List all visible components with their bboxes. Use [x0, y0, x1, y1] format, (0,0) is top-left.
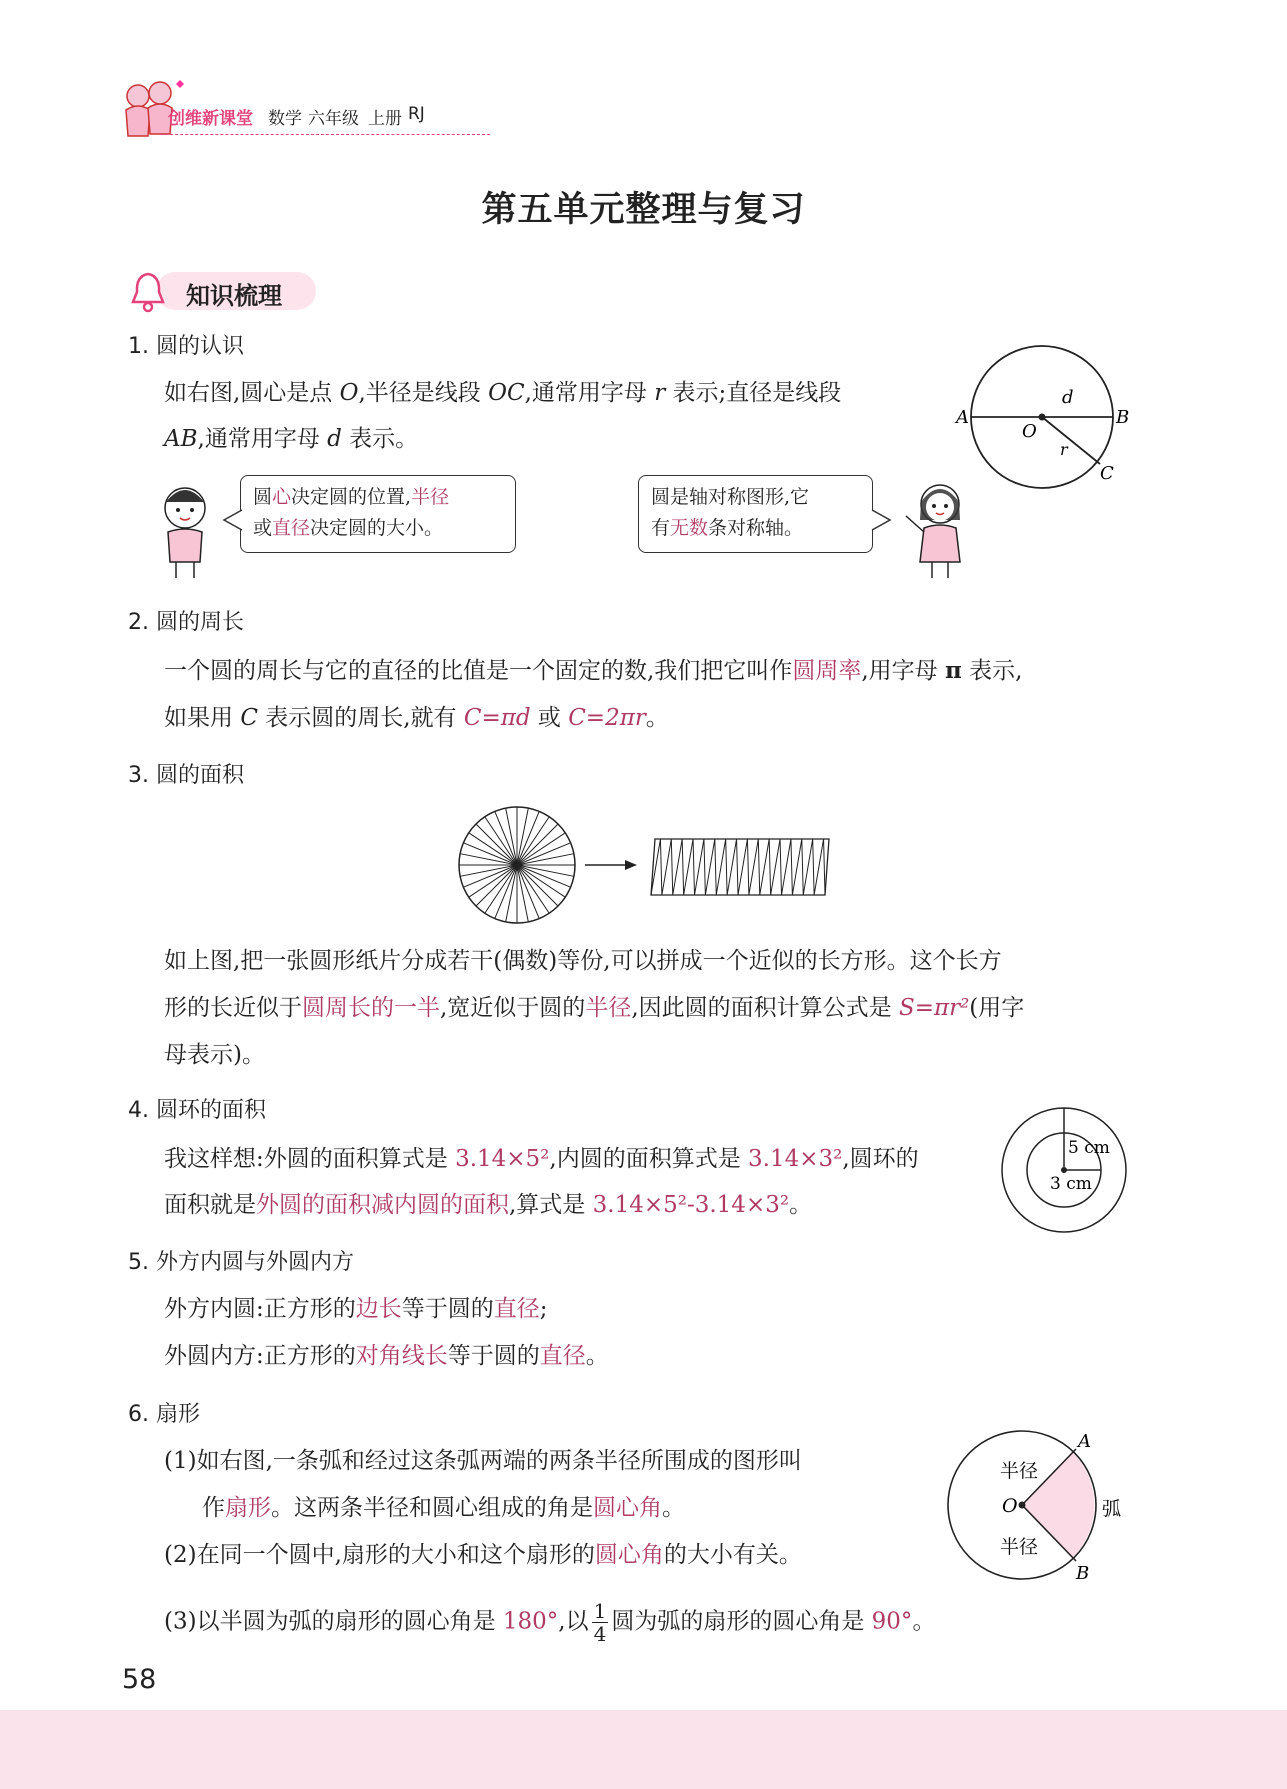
- bubble-tail-right: [870, 508, 892, 532]
- speech-bubble-right: 圆是轴对称图形,它 有无数条对称轴。: [638, 475, 873, 553]
- s6-item1-line1: (1)如右图,一条弧和经过这条弧两端的两条半径所围成的图形叫: [164, 1448, 802, 1474]
- label-d: d: [1062, 387, 1074, 408]
- sector-zigzag: [651, 839, 825, 895]
- circle-diagram: [948, 340, 1138, 490]
- outer-radius-label: 5 cm: [1068, 1138, 1110, 1158]
- s4-line2: 面积就是外圆的面积减内圆的面积,算式是 3.14×5²-3.14×3²。: [164, 1192, 813, 1218]
- sector-radius-bottom-label: 半径: [1000, 1536, 1039, 1558]
- sector-diagram: [940, 1425, 1130, 1590]
- label-C: C: [1100, 463, 1114, 484]
- sector-line: [517, 865, 558, 906]
- annulus-diagram: [998, 1104, 1130, 1236]
- header-divider: [160, 134, 490, 135]
- sector-A-label: A: [1078, 1431, 1091, 1452]
- s6-item2: (2)在同一个圆中,扇形的大小和这个扇形的圆心角的大小有关。: [164, 1542, 802, 1568]
- s4-line1: 我这样想:外圆的面积算式是 3.14×5²,内圆的面积算式是 3.14×3²,圆环的: [164, 1146, 919, 1172]
- s6-item3: (3)以半圆为弧的扇形的圆心角是 180°,以 $\frac{1}{4}$ 圆为弧的扇形的圆心角是 90°。: [164, 1599, 936, 1646]
- s1-line2: AB,通常用字母 d 表示。: [164, 426, 419, 452]
- label-A: A: [956, 407, 969, 428]
- s3-line3: 母表示)。: [164, 1042, 265, 1068]
- s5-line2: 外圆内方:正方形的对角线长等于圆的直径。: [164, 1343, 609, 1369]
- s1-line1: 如右图,圆心是点 O,半径是线段 OC,通常用字母 r 表示;直径是线段: [164, 380, 842, 406]
- s3-heading: 3. 圆的面积: [128, 763, 244, 788]
- girl-illustration: [900, 476, 976, 582]
- sector-B-label: B: [1076, 1563, 1090, 1584]
- brand-name: 创维新课堂: [168, 109, 253, 129]
- s5-heading: 5. 外方内圆与外圆内方: [128, 1250, 354, 1275]
- page-number: 58: [122, 1664, 157, 1695]
- s2-heading: 2. 圆的周长: [128, 610, 244, 635]
- speech-bubble-left: 圆心决定圆的位置,半径 或直径决定圆的大小。: [240, 475, 516, 553]
- s6-heading: 6. 扇形: [128, 1402, 200, 1427]
- label-O: O: [1022, 421, 1037, 442]
- grade: 六年级: [308, 109, 359, 129]
- inner-radius-label: 3 cm: [1050, 1174, 1092, 1194]
- arrow-head: [625, 860, 637, 870]
- section-badge: [128, 270, 318, 312]
- label-r: r: [1060, 440, 1068, 459]
- s3-line1: 如上图,把一张圆形纸片分成若干(偶数)等份,可以拼成一个近似的长方形。这个长方: [164, 948, 1002, 974]
- s6-item1-line2: 作扇形。这两条半径和圆心组成的角是圆心角。: [202, 1495, 685, 1521]
- sector-line: [476, 865, 517, 906]
- s4-heading: 4. 圆环的面积: [128, 1098, 266, 1123]
- label-B: B: [1116, 407, 1130, 428]
- bubble-tail-left: [222, 508, 244, 532]
- approx-rectangle: [651, 839, 829, 895]
- subject: 数学: [268, 109, 302, 129]
- circle-rearrangement-diagram: [455, 805, 835, 925]
- section-badge-label: 知识梳理: [186, 282, 282, 310]
- edition: RJ: [408, 104, 425, 124]
- s5-line1: 外方内圆:正方形的边长等于圆的直径;: [164, 1296, 548, 1322]
- s3-line2: 形的长近似于圆周长的一半,宽近似于圆的半径,因此圆的面积计算公式是 S=πr²(用字: [164, 995, 1025, 1021]
- s2-line1: 一个圆的周长与它的直径的比值是一个固定的数,我们把它叫作圆周率,用字母 π 表示,: [164, 657, 1023, 684]
- fraction-one-quarter: $\frac{1}{4}$: [593, 1599, 607, 1646]
- header: [118, 78, 538, 148]
- s2-line2: 如果用 C 表示圆的周长,就有 C=πd 或 C=2πr。: [164, 705, 669, 731]
- sector-O-label: O: [1002, 1495, 1018, 1517]
- sector-arc-label: 弧: [1102, 1498, 1122, 1520]
- sector-line: [476, 824, 517, 865]
- sector-line: [517, 824, 558, 865]
- page-title: 第五单元整理与复习: [481, 190, 806, 230]
- volume: 上册: [368, 109, 402, 129]
- bell-icon: [128, 270, 168, 314]
- boy-illustration: [152, 480, 222, 580]
- sector-radius-top-label: 半径: [1000, 1460, 1039, 1482]
- footer-band: [0, 1710, 1287, 1789]
- s1-heading: 1. 圆的认识: [128, 334, 244, 359]
